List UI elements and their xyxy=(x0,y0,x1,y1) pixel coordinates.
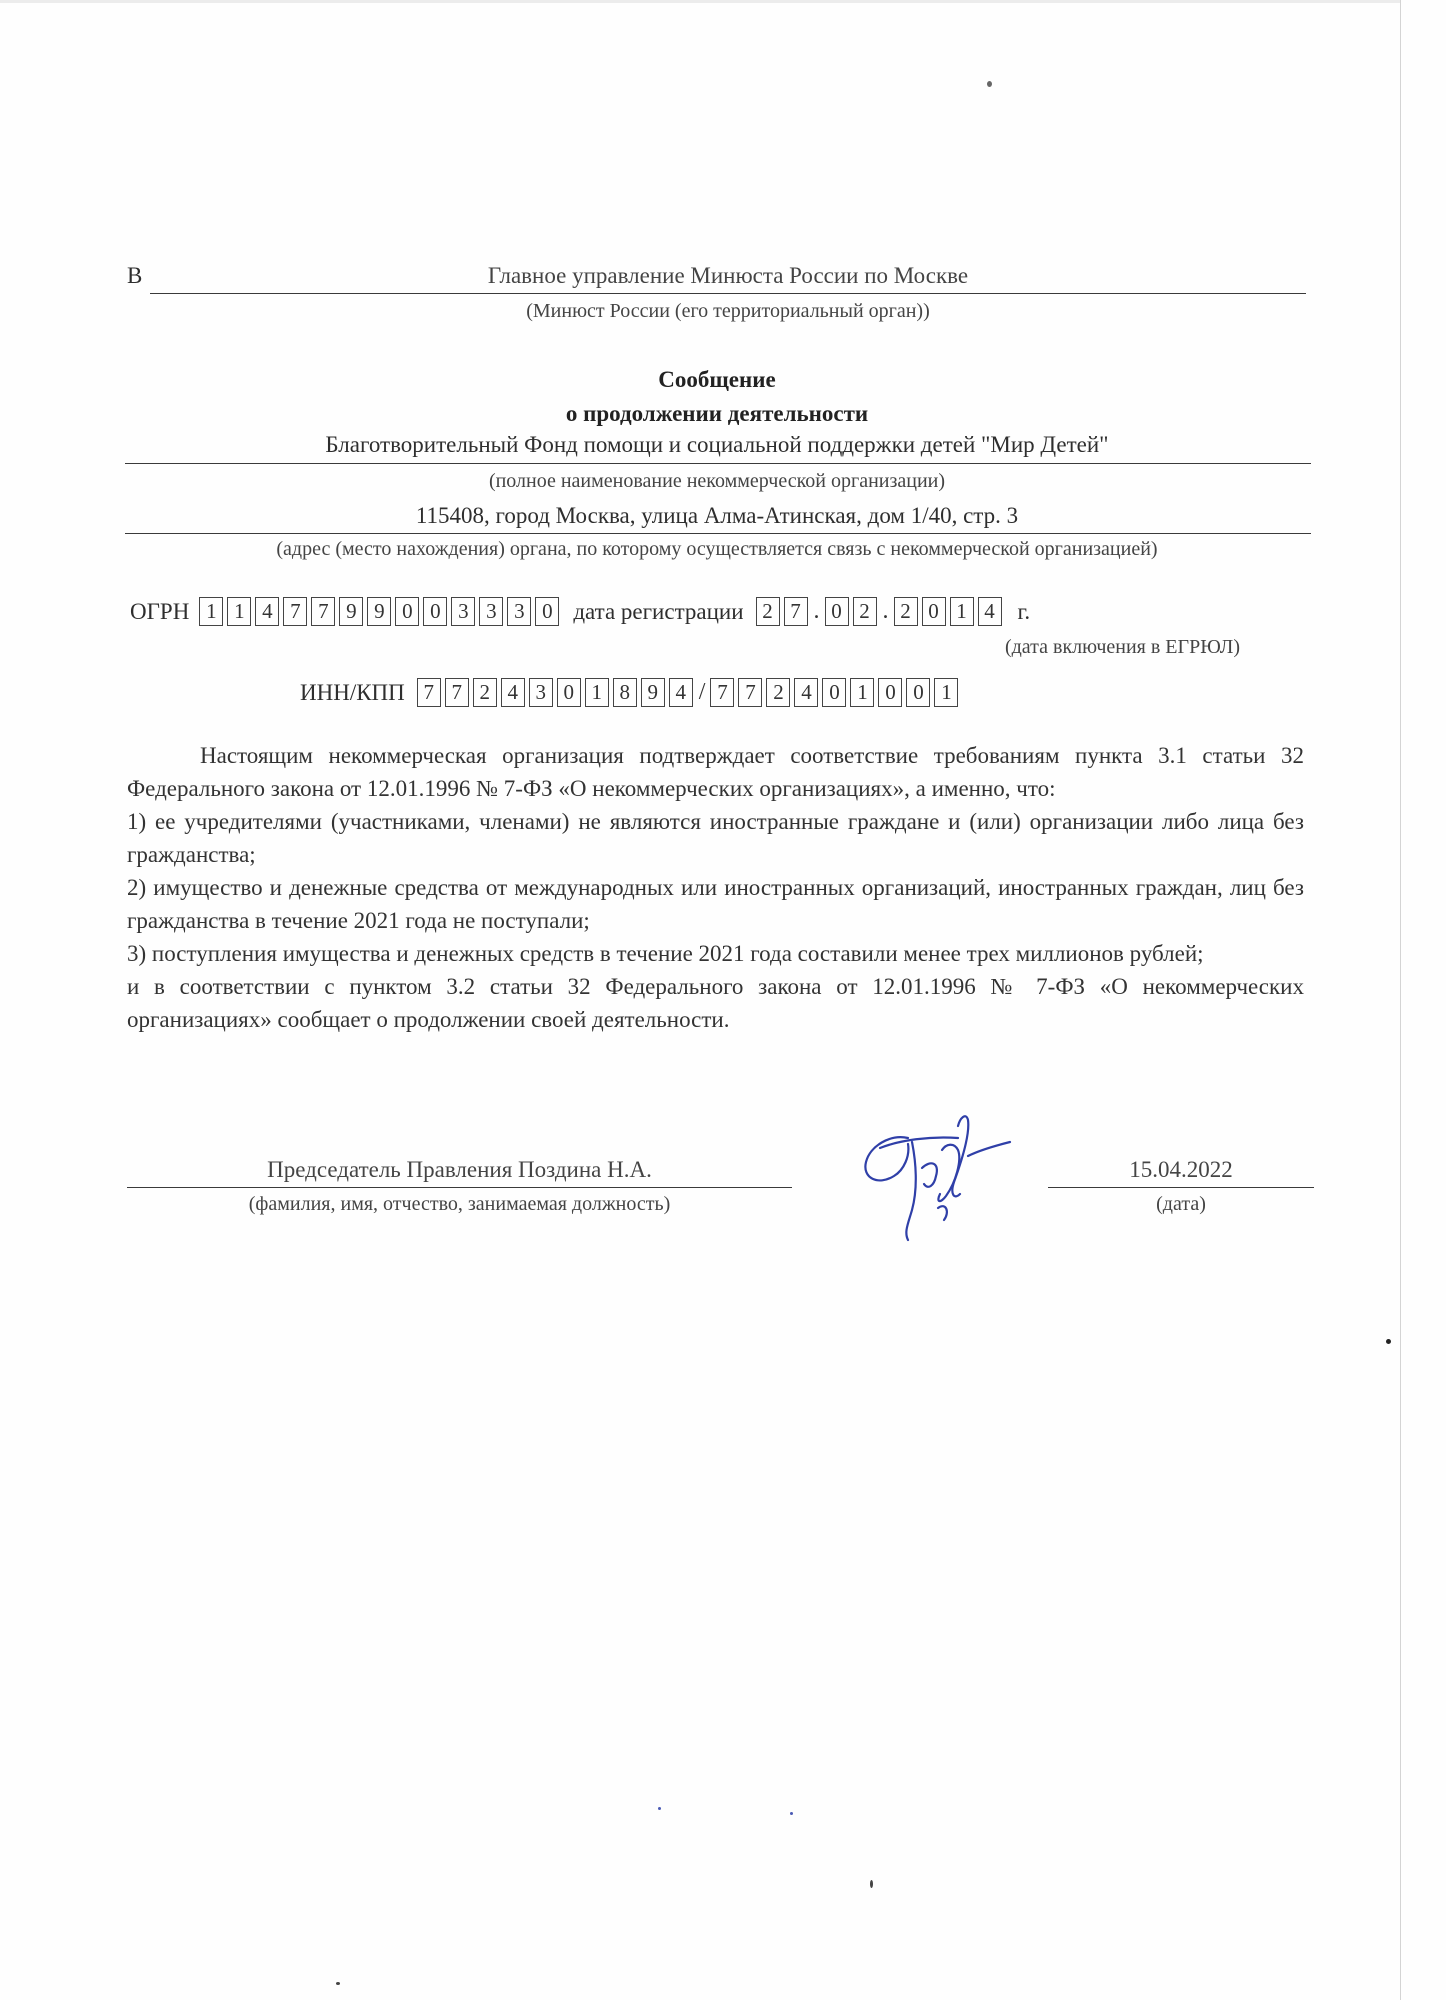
digit-cell: 3 xyxy=(507,597,531,626)
digit-cell: 9 xyxy=(339,597,363,626)
year-suffix: г. xyxy=(1017,598,1031,624)
digit-cell: 4 xyxy=(501,678,525,707)
kpp-cells xyxy=(710,678,962,707)
digit-cell: 4 xyxy=(978,597,1002,626)
scan-speck xyxy=(790,1812,793,1815)
scan-speck xyxy=(870,1880,873,1888)
digit-cell: 0 xyxy=(825,597,849,626)
signer-underline xyxy=(127,1187,792,1188)
recipient-prefix: В xyxy=(127,263,143,288)
organization-address-caption: (адрес (место нахождения) органа, по которому осуществляется связь с некоммерческой организацией) xyxy=(276,538,1158,560)
handwritten-signature-icon xyxy=(850,1090,1040,1250)
digit-cell: 0 xyxy=(822,678,846,707)
scan-top-edge xyxy=(0,0,1400,3)
digit-cell: 8 xyxy=(613,678,637,707)
ogrn-row xyxy=(130,597,1030,626)
signer-name: Председатель Правления Поздина Н.А. xyxy=(267,1157,652,1182)
digit-cell: 2 xyxy=(473,678,497,707)
recipient-caption: (Минюст России (его территориальный орган)) xyxy=(526,300,930,322)
organization-name-caption: (полное наименование некоммерческой организации) xyxy=(488,470,946,492)
digit-cell: 7 xyxy=(784,597,808,626)
digit-cell: 1 xyxy=(585,678,609,707)
date-dot-2: . xyxy=(882,598,889,624)
ogrn-cells xyxy=(199,597,563,626)
digit-cell: 7 xyxy=(710,678,734,707)
digit-cell: 3 xyxy=(451,597,475,626)
digit-cell: 1 xyxy=(934,678,958,707)
digit-cell: 2 xyxy=(756,597,780,626)
digit-cell: 0 xyxy=(922,597,946,626)
inn-kpp-slash: / xyxy=(698,679,706,705)
digit-cell: 2 xyxy=(766,678,790,707)
inn-cells xyxy=(417,678,697,707)
digit-cell: 1 xyxy=(950,597,974,626)
ogrn-label: ОГРН xyxy=(130,598,190,624)
date-dot-1: . xyxy=(813,598,820,624)
date-day-cells xyxy=(756,597,812,626)
signature-date-underline xyxy=(1048,1187,1314,1188)
digit-cell: 9 xyxy=(641,678,665,707)
date-month-cells xyxy=(825,597,881,626)
body-item-3: 3) поступления имущества и денежных средств в течение 2021 года составили менее трех миллионов рублей; xyxy=(127,941,1204,966)
digit-cell: 2 xyxy=(894,597,918,626)
document-title: Сообщение xyxy=(658,367,776,392)
digit-cell: 3 xyxy=(479,597,503,626)
registration-date-label: дата регистрации xyxy=(573,598,744,624)
scan-speck xyxy=(658,1807,661,1810)
digit-cell: 0 xyxy=(557,678,581,707)
digit-cell: 7 xyxy=(417,678,441,707)
digit-cell: 1 xyxy=(850,678,874,707)
scan-speck xyxy=(987,81,992,87)
inn-kpp-row xyxy=(300,678,962,707)
digit-cell: 7 xyxy=(445,678,469,707)
digit-cell: 7 xyxy=(311,597,335,626)
organization-address: 115408, город Москва, улица Алма-Атинская, дом 1/40, стр. 3 xyxy=(415,503,1019,528)
organization-name: Благотворительный Фонд помощи и социальной поддержки детей "Мир Детей" xyxy=(325,432,1109,457)
body-item-1: 1) ее учредителями (участниками, членами) не являются иностранные граждане и (или) организации либо лица без гражданства; xyxy=(127,809,1304,867)
digit-cell: 3 xyxy=(529,678,553,707)
inn-kpp-label: ИНН/КПП xyxy=(300,679,405,705)
digit-cell: 0 xyxy=(906,678,930,707)
digit-cell: 0 xyxy=(395,597,419,626)
signature-date: 15.04.2022 xyxy=(1129,1157,1233,1182)
digit-cell: 9 xyxy=(367,597,391,626)
digit-cell: 7 xyxy=(738,678,762,707)
signature-date-caption: (дата) xyxy=(1156,1193,1206,1215)
digit-cell: 0 xyxy=(535,597,559,626)
digit-cell: 4 xyxy=(669,678,693,707)
registration-date-caption: (дата включения в ЕГРЮЛ) xyxy=(1004,636,1240,658)
organization-name-underline xyxy=(125,463,1311,464)
digit-cell: 4 xyxy=(255,597,279,626)
digit-cell: 0 xyxy=(423,597,447,626)
digit-cell: 7 xyxy=(283,597,307,626)
digit-cell: 1 xyxy=(227,597,251,626)
document-subtitle: о продолжении деятельности xyxy=(565,401,869,426)
body-intro: Настоящим некоммерческая организация подтверждает соответствие требованиям пункта 3.1 статьи 32 Федерального закона от 12.01.1996 № 7-ФЗ «О некоммерческих организациях», а именно, что: xyxy=(127,743,1304,801)
body-text xyxy=(127,739,1304,1036)
signer-caption: (фамилия, имя, отчество, занимаемая должность) xyxy=(248,1193,671,1215)
scan-right-edge xyxy=(1400,0,1401,2000)
recipient-name: Главное управление Минюста России по Москве xyxy=(487,263,969,288)
recipient-underline xyxy=(150,293,1306,294)
digit-cell: 0 xyxy=(878,678,902,707)
digit-cell: 1 xyxy=(199,597,223,626)
digit-cell: 4 xyxy=(794,678,818,707)
scan-speck xyxy=(1386,1339,1391,1344)
body-item-2: 2) имущество и денежные средства от международных или иностранных организаций, иностранных граждан, лиц без гражданства в течение 2021 года не поступали; xyxy=(127,875,1304,933)
organization-address-underline xyxy=(125,533,1311,534)
body-conclusion: и в соответствии с пунктом 3.2 статьи 32 Федерального закона от 12.01.1996 № 7-ФЗ «О некоммерческих организациях» сообщает о продолжении своей деятельности. xyxy=(127,974,1304,1032)
date-year-cells xyxy=(894,597,1006,626)
digit-cell: 2 xyxy=(853,597,877,626)
scan-speck xyxy=(336,1982,340,1985)
